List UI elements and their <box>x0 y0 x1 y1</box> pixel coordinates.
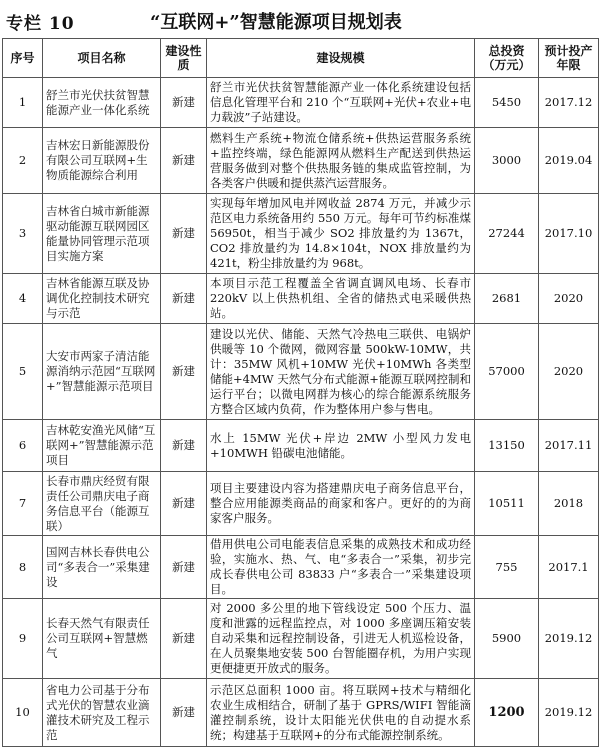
row-name: 国网吉林长春供电公司“多表合一”采集建设 <box>43 536 161 599</box>
row-year: 2017.11 <box>539 420 599 472</box>
row-nature: 新建 <box>161 679 207 747</box>
row-name: 大安市两家子清洁能源消纳示范园“互联网+”智慧能源示范项目 <box>43 324 161 420</box>
table-row <box>3 274 599 324</box>
row-nature: 新建 <box>161 194 207 274</box>
header-nature: 建设性质 <box>161 39 207 78</box>
row-no: 3 <box>3 194 43 274</box>
row-no: 5 <box>3 324 43 420</box>
row-nature: 新建 <box>161 78 207 128</box>
table-row <box>3 599 599 679</box>
row-name: 吉林宏日新能源股份有限公司互联网+生物质能源综合利用 <box>43 128 161 194</box>
row-nature: 新建 <box>161 472 207 536</box>
row-no: 7 <box>3 472 43 536</box>
row-nature: 新建 <box>161 536 207 599</box>
project-table <box>2 38 599 747</box>
table-row <box>3 128 599 194</box>
row-scale: 建设以光伏、储能、天然气冷热电三联供、电锅炉供暖等 10 个微网，微网容量 500kW-10MW，共计：35MW 风机+10MW 光伏+10MWh 各类型储能+4MW 天然气分布式能源+能源互联网控制和运行平台；以微电网群为核心的综合能源系统服务方整合区域内负荷，作为整体用户参与售电。 <box>207 324 475 420</box>
row-invest: 1200 <box>475 679 539 747</box>
row-invest: 27244 <box>475 194 539 274</box>
row-scale: 实现每年增加风电并网收益 2874 万元，并减少示范区电力系统备用约 550 万元。每年可节约标准煤 56950t，相当于减少 SO2 排放量约为 1367t，CO2 排放量约为 14.8×104t，NOX 排放量约为 421t，粉尘排放量约为 968t。 <box>207 194 475 274</box>
header-invest: 总投资（万元） <box>475 39 539 78</box>
row-name: 长春天然气有限责任公司互联网+智慧燃气 <box>43 599 161 679</box>
header-no: 序号 <box>3 39 43 78</box>
row-scale: 舒兰市光伏扶贫智慧能源产业一体化系统建设包括信息化管理平台和 210 个“互联网+光伏+农业+电力载波”子站建设。 <box>207 78 475 128</box>
row-invest: 57000 <box>475 324 539 420</box>
row-year: 2017.1 <box>539 536 599 599</box>
row-no: 6 <box>3 420 43 472</box>
row-no: 4 <box>3 274 43 324</box>
table-row <box>3 420 599 472</box>
header-year: 预计投产年限 <box>539 39 599 78</box>
row-nature: 新建 <box>161 324 207 420</box>
row-year: 2017.12 <box>539 78 599 128</box>
row-nature: 新建 <box>161 420 207 472</box>
header-row <box>3 39 599 78</box>
row-scale: 燃料生产系统+物流仓储系统+供热运营服务系统+监控终端，绿色能源网从燃料生产配送到供热运营服务做到对整个供热服务链的集成监管控制，为各类客户供暖和提供蒸汽运营服务。 <box>207 128 475 194</box>
row-name: 省电力公司基于分布式光伏的智慧农业滴灌技术研究及工程示范 <box>43 679 161 747</box>
row-year: 2019.12 <box>539 599 599 679</box>
row-year: 2020 <box>539 274 599 324</box>
row-invest: 755 <box>475 536 539 599</box>
row-scale: 借用供电公司电能表信息采集的成熟技术和成功经验，实施水、热、气、电“多表合一”采集，初步完成长春供电公司 83833 户“多表合一”采集建设项目。 <box>207 536 475 599</box>
row-scale: 本项目示范工程覆盖全省调直调风电场、长春市 220kV 以上供热机组、全省的储热式电采暖供热站。 <box>207 274 475 324</box>
table-row <box>3 536 599 599</box>
row-nature: 新建 <box>161 599 207 679</box>
row-name: 吉林乾安渔光风储“互联网+”智慧能源示范项目 <box>43 420 161 472</box>
column-tag: 专栏 10 <box>6 14 75 34</box>
row-invest: 5900 <box>475 599 539 679</box>
row-year: 2019.04 <box>539 128 599 194</box>
row-no: 10 <box>3 679 43 747</box>
row-name: 长春市鼎庆经贸有限责任公司鼎庆电子商务信息平台（能源互联） <box>43 472 161 536</box>
header <box>0 0 600 38</box>
row-year: 2020 <box>539 324 599 420</box>
row-invest: 13150 <box>475 420 539 472</box>
row-scale: 示范区总面积 1000 亩。将互联网+技术与精细化农业生成相结合，研制了基于 GPRS/WIFI 智能滴灌控制系统，设计太阳能光伏供电的自动提水系统；构建基于互联网+的分布式能源控制系统。 <box>207 679 475 747</box>
row-nature: 新建 <box>161 274 207 324</box>
row-scale: 项目主要建设内容为搭建鼎庆电子商务信息平台，整合应用能源类商品的商家和客户。更好的的为商家客户服务。 <box>207 472 475 536</box>
table-row <box>3 679 599 747</box>
row-year: 2019.12 <box>539 679 599 747</box>
row-no: 8 <box>3 536 43 599</box>
row-no: 9 <box>3 599 43 679</box>
table-row <box>3 194 599 274</box>
page-title: “互联网+”智慧能源项目规划表 <box>150 12 402 33</box>
row-no: 1 <box>3 78 43 128</box>
row-invest: 3000 <box>475 128 539 194</box>
row-scale: 对 2000 多公里的地下管线设定 500 个压力、温度和泄露的远程监控点，对 1000 多座调压箱安装自动采集和远程控制设备，引进无人机巡检设备，在人员聚集地安装 500 台智能圈存机，为用户实现更便捷更开放式的服务。 <box>207 599 475 679</box>
row-nature: 新建 <box>161 128 207 194</box>
table-row <box>3 78 599 128</box>
table-row <box>3 324 599 420</box>
row-year: 2017.10 <box>539 194 599 274</box>
row-name: 舒兰市光伏扶贫智慧能源产业一体化系统 <box>43 78 161 128</box>
row-name: 吉林省白城市新能源驱动能源互联网园区能量协同管理示范项目实施方案 <box>43 194 161 274</box>
row-name: 吉林省能源互联及协调优化控制技术研究与示范 <box>43 274 161 324</box>
header-scale: 建设规模 <box>207 39 475 78</box>
row-invest: 2681 <box>475 274 539 324</box>
row-scale: 水上 15MW 光伏+岸边 2MW 小型风力发电+10MWH 铅碳电池储能。 <box>207 420 475 472</box>
table-row <box>3 472 599 536</box>
header-name: 项目名称 <box>43 39 161 78</box>
row-no: 2 <box>3 128 43 194</box>
row-invest: 5450 <box>475 78 539 128</box>
row-year: 2018 <box>539 472 599 536</box>
row-invest: 10511 <box>475 472 539 536</box>
